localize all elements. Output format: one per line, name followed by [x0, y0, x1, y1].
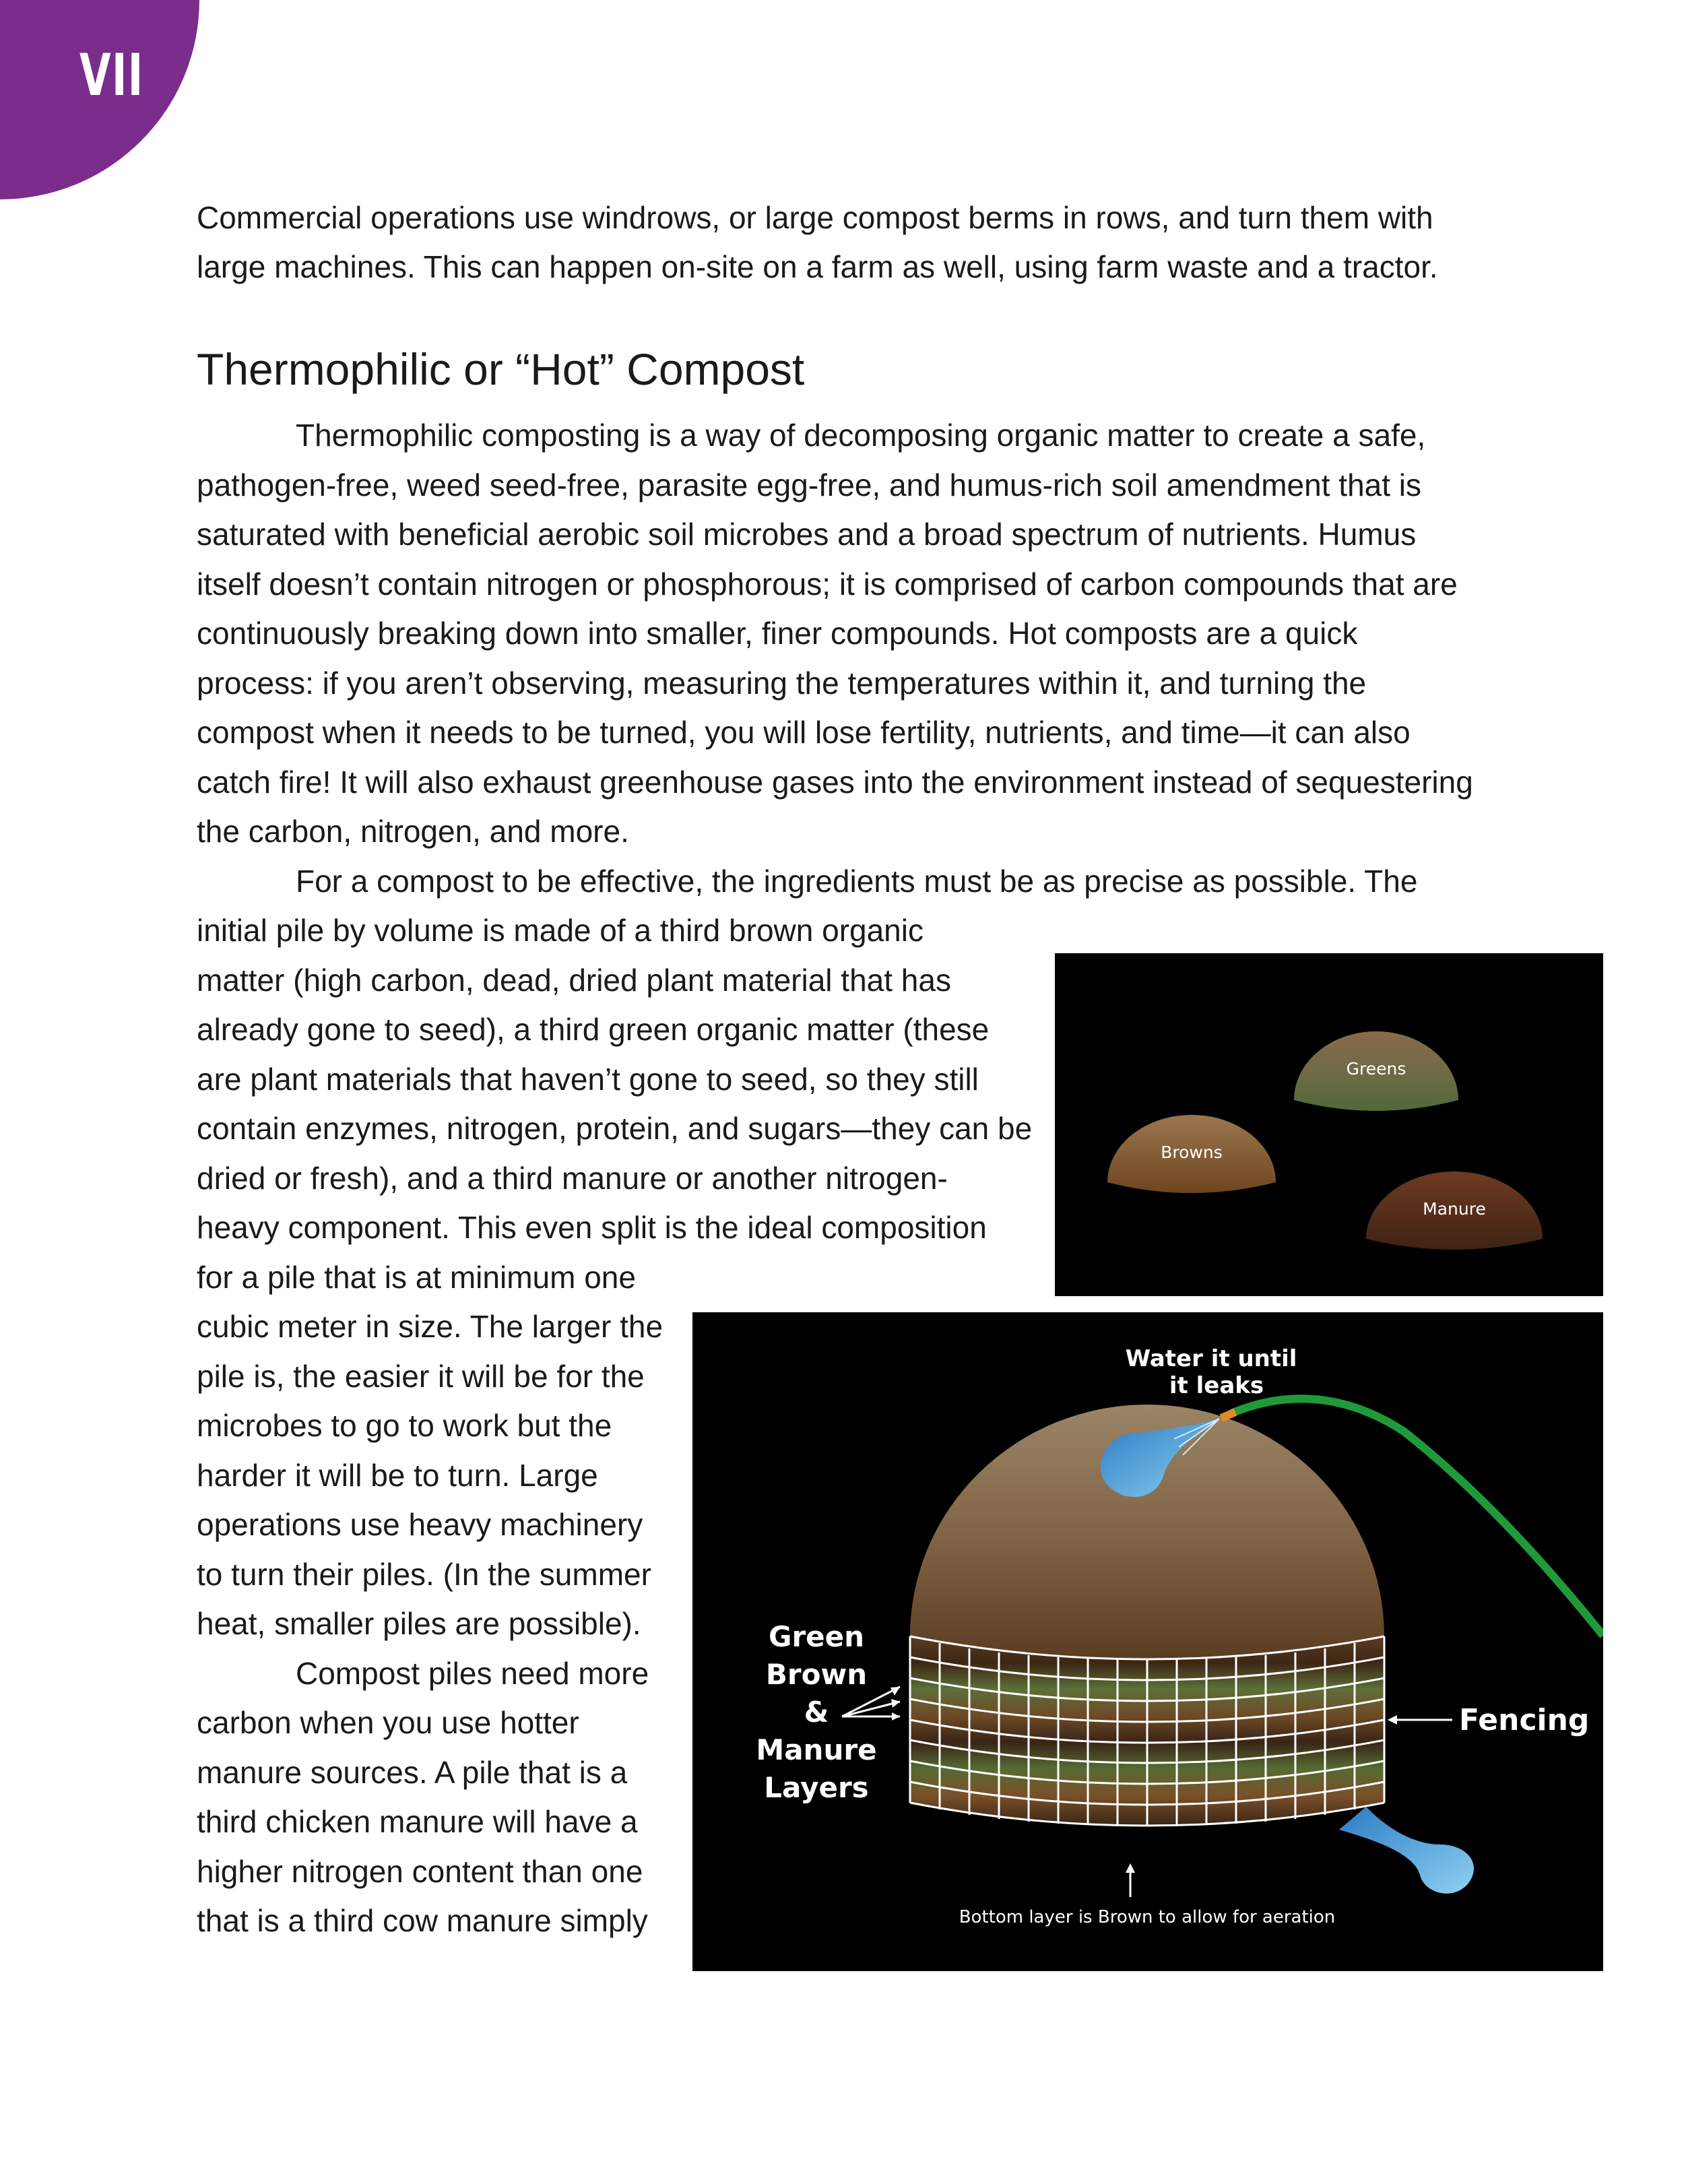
chapter-tab — [0, 0, 199, 199]
paragraph-line: matter (high carbon, dead, dried plant material that has — [197, 963, 951, 998]
paragraph-line: dried or fresh), and a third manure or another nitrogen- — [197, 1161, 948, 1196]
paragraph-line: the carbon, nitrogen, and more. — [197, 814, 629, 849]
manure-label: Manure — [1423, 1199, 1486, 1219]
paragraph-line: For a compost to be effective, the ingredients must be as precise as possible. The — [296, 864, 1418, 899]
greens-label: Greens — [1346, 1059, 1406, 1079]
bottom-arrow — [1126, 1863, 1135, 1897]
paragraph-line: operations use heavy machinery — [197, 1507, 643, 1542]
layers-label-line4: Manure — [756, 1733, 877, 1766]
ingredients-figure — [1055, 953, 1603, 1296]
intro-line: large machines. This can happen on-site on a farm as well, using farm waste and a tractor. — [197, 249, 1438, 284]
paragraph-line: continuously breaking down into smaller, finer compounds. Hot composts are a quick — [197, 616, 1358, 651]
ingredients-illustration — [1055, 953, 1603, 1296]
water-label-line1: Water it until — [1125, 1345, 1297, 1372]
paragraph-line: heat, smaller piles are possible). — [197, 1606, 641, 1641]
intro-line: Commercial operations use windrows, or large compost berms in rows, and turn them with — [197, 200, 1433, 235]
layers-label-line1: Green — [768, 1620, 865, 1653]
hose-nozzle — [1221, 1412, 1235, 1418]
paragraph-line: saturated with beneficial aerobic soil microbes and a broad spectrum of nutrients. Humus — [197, 517, 1417, 552]
layers-arrows — [842, 1687, 900, 1721]
paragraph-line: cubic meter in size. The larger the — [197, 1309, 663, 1344]
paragraph-line: carbon when you use hotter — [197, 1705, 579, 1740]
section-heading: Thermophilic or “Hot” Compost — [197, 344, 805, 394]
layers-label-line3: & — [804, 1696, 829, 1729]
compost-pile-illustration — [692, 1312, 1603, 1971]
chapter-number: VII — [79, 42, 144, 109]
fencing-arrow — [1388, 1715, 1452, 1725]
browns-label: Browns — [1161, 1143, 1223, 1162]
compost-pile-figure — [692, 1312, 1603, 1971]
paragraph-line: pathogen-free, weed seed-free, parasite egg-free, and humus-rich soil amendment that is — [197, 468, 1422, 503]
bottom-label: Bottom layer is Brown to allow for aeration — [959, 1907, 1336, 1927]
paragraph-line: pile is, the easier it will be for the — [197, 1359, 645, 1394]
paragraph-line: heavy component. This even split is the ideal composition — [197, 1210, 987, 1245]
paragraph-line: process: if you aren’t observing, measuring the temperatures within it, and turning the — [197, 666, 1367, 701]
fencing-label: Fencing — [1459, 1703, 1590, 1737]
leak-puddle-icon — [1339, 1807, 1474, 1894]
paragraph-line: are plant materials that haven’t gone to seed, so they still — [197, 1062, 979, 1097]
paragraph-line: higher nitrogen content than one — [197, 1854, 643, 1889]
paragraph-line: catch fire! It will also exhaust greenhouse gases into the environment instead of sequestering — [197, 765, 1473, 800]
paragraph-line: to turn their piles. (In the summer — [197, 1557, 651, 1592]
paragraph-line: Compost piles need more — [296, 1656, 649, 1691]
paragraph-line: initial pile by volume is made of a third brown organic — [197, 913, 924, 948]
paragraph-line: harder it will be to turn. Large — [197, 1458, 598, 1493]
paragraph-line: that is a third cow manure simply — [197, 1903, 648, 1938]
paragraph-line: for a pile that is at minimum one — [197, 1260, 636, 1295]
paragraph-line: microbes to go to work but the — [197, 1408, 612, 1443]
paragraph-line: manure sources. A pile that is a — [197, 1755, 628, 1790]
paragraph-line: Thermophilic composting is a way of decomposing organic matter to create a safe, — [296, 418, 1426, 453]
paragraph-line: already gone to seed), a third green organic matter (these — [197, 1012, 990, 1047]
paragraph-line: itself doesn’t contain nitrogen or phosphorous; it is comprised of carbon compounds that are — [197, 567, 1458, 602]
paragraph-line: third chicken manure will have a — [197, 1804, 638, 1839]
layers-label-line2: Brown — [765, 1658, 868, 1691]
water-label-line2: it leaks — [1169, 1372, 1264, 1399]
paragraph-line: contain enzymes, nitrogen, protein, and sugars—they can be — [197, 1111, 1033, 1146]
paragraph-line: compost when it needs to be turned, you will lose fertility, nutrients, and time—it can also — [197, 715, 1411, 750]
layers-label-line5: Layers — [764, 1771, 869, 1804]
